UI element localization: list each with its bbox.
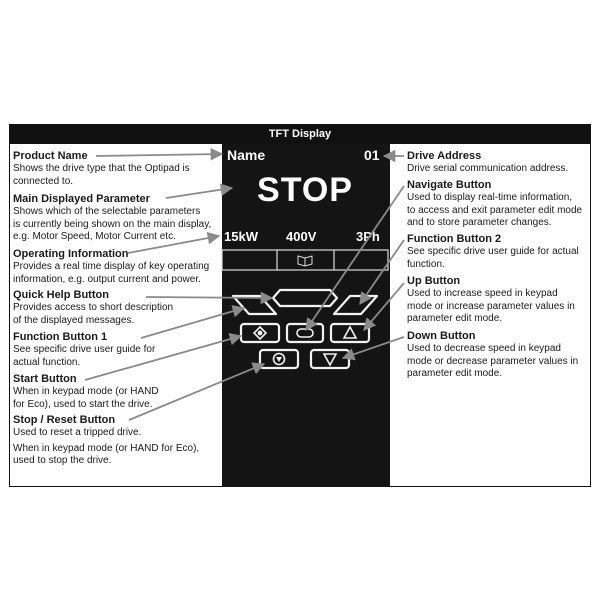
annotation-title: Up Button [407,275,461,287]
annotation-line: information, e.g. output current and power. [13,273,201,285]
annotation-line: parameter edit mode. [407,368,503,379]
info-phase-display: 3Ph [356,229,380,244]
annotation-line: Shows which of the selectable parameters [13,206,201,217]
product-name-display: Name [227,147,266,163]
annotation-title: Drive Address [407,150,482,162]
annotation-line: mode or increase parameter values in [407,300,575,312]
diagram-title: TFT Display [10,125,590,144]
info-power-display: 15kW [224,229,258,244]
annotation-line: of the displayed messages. [13,314,135,326]
annotation-line: Provides a real time display of key operating [13,261,210,272]
annotation-stop-reset [13,414,221,468]
annotation-line: is currently being shown on the main display, [13,218,212,230]
annotation-navigate [407,179,589,230]
annotation-main-parameter [13,193,223,244]
annotation-title: Down Button [407,330,476,342]
annotation-line: Shows the drive type that the Optipad is [13,163,190,174]
annotation-line: Provides access to short description [13,302,174,313]
annotation-title: Stop / Reset Button [13,414,116,426]
drive-address-display: 01 [364,147,380,163]
annotation-title: Function Button 2 [407,233,502,245]
annotation-line: Used to increase speed in keypad [407,288,558,299]
annotation-line: When in keypad mode (or HAND for Eco), [13,442,200,454]
annotation-function-1 [13,331,218,369]
annotation-line: used to stop the drive. [13,455,112,466]
annotation-title: Main Displayed Parameter [13,193,150,205]
annotation-line: When in keypad mode (or HAND [13,386,159,397]
annotation-title: Start Button [13,373,77,385]
annotation-down [407,330,589,381]
annotation-operating-info [13,248,223,286]
annotation-start [13,373,218,411]
annotation-line: parameter edit mode. [407,313,503,324]
annotation-title: Operating Information [13,248,129,260]
annotation-function-2 [407,233,589,271]
annotation-line: for Eco), used to start the drive. [13,398,153,410]
annotation-line: See specific drive user guide for [13,344,156,355]
annotation-line: function. [407,258,445,270]
annotation-quick-help [13,289,218,327]
info-voltage-display: 400V [286,229,317,244]
annotation-line: and to store parameter changes. [407,217,552,228]
annotation-title: Product Name [13,150,88,162]
annotation-drive-address [407,150,589,176]
annotation-line: Drive serial communication address. [407,163,569,174]
annotation-line: See specific drive user guide for actual [407,246,579,257]
main-parameter-display: STOP [257,171,353,209]
annotation-line: actual function. [13,356,81,368]
annotation-line: Used to reset a tripped drive. [13,427,142,438]
annotation-line: e.g. Motor Speed, Motor Current etc. [13,231,176,242]
annotation-line: to access and exit parameter edit mode [407,204,583,216]
annotation-up [407,275,589,326]
annotation-line: mode or decrease parameter values in [407,355,579,367]
annotation-line: Used to decrease speed in keypad [407,343,561,354]
annotation-title: Quick Help Button [13,289,109,301]
annotation-product-name [13,150,218,188]
annotation-title: Navigate Button [407,179,492,191]
annotation-line: Used to display real-time information, [407,192,573,203]
annotation-title: Function Button 1 [13,331,108,343]
annotation-line: connected to. [13,175,74,187]
